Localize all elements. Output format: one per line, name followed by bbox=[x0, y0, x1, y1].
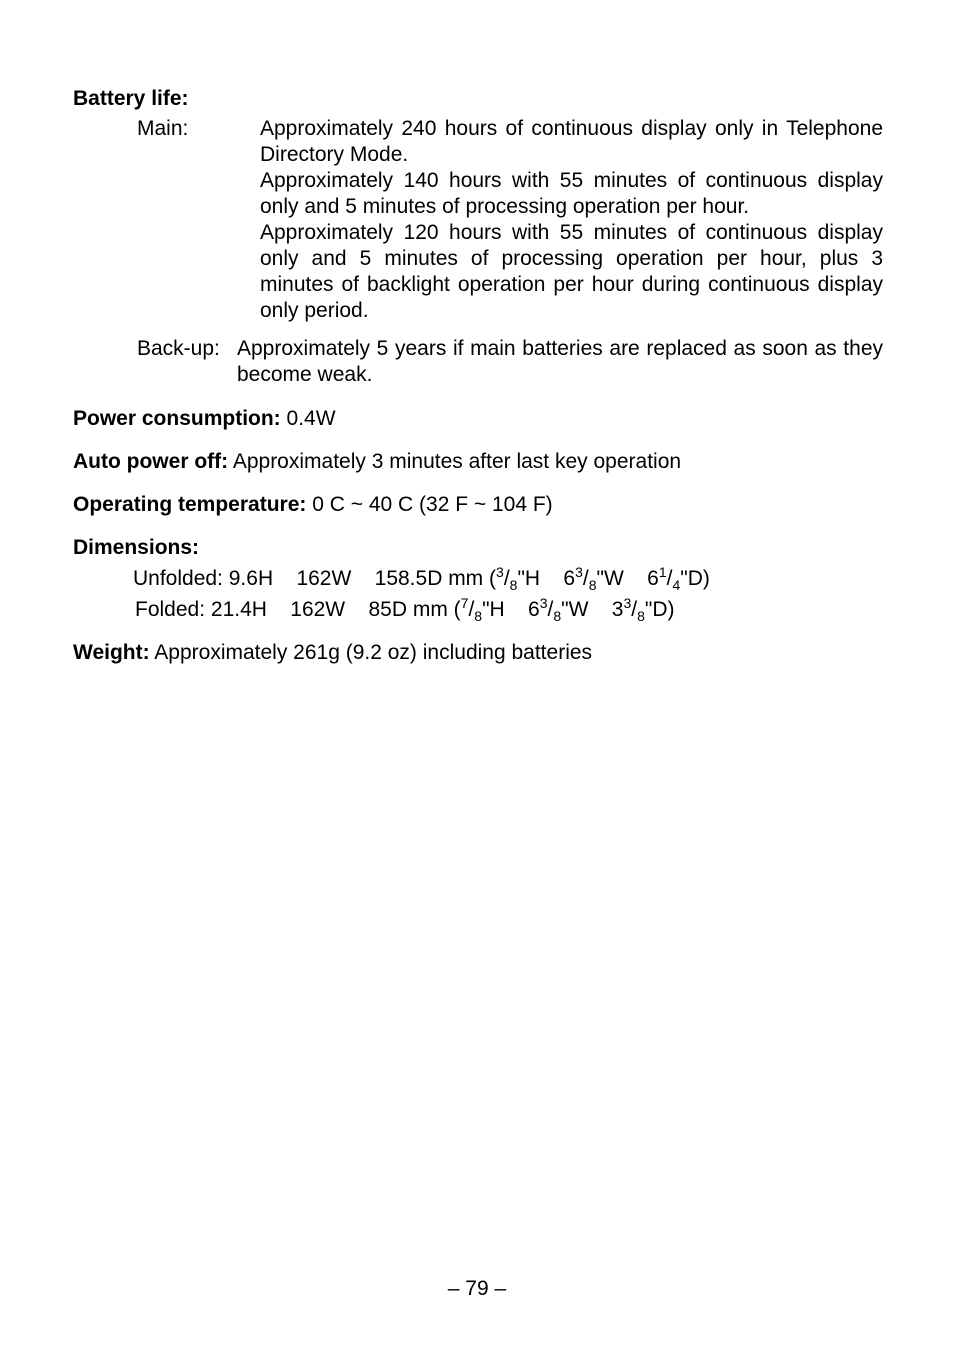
folded-w-suffix: "W 3 bbox=[561, 598, 624, 621]
folded-w-den: 8 bbox=[553, 608, 562, 625]
auto-power-off-row bbox=[73, 449, 883, 475]
battery-backup-row bbox=[137, 336, 883, 388]
battery-main-text bbox=[260, 116, 883, 324]
folded-w-num: 3 bbox=[539, 595, 548, 611]
unfolded-h-suffix: "H 6 bbox=[517, 567, 576, 590]
battery-life-heading: Battery life: bbox=[73, 87, 189, 110]
auto-power-off-label: Auto power off: bbox=[73, 450, 229, 473]
unfolded-metric: 9.6H 162W 158.5D mm ( bbox=[228, 567, 497, 590]
unfolded-w-suffix: "W 6 bbox=[596, 567, 659, 590]
folded-d-suffix: "D) bbox=[644, 598, 675, 621]
auto-power-off-value: Approximately 3 minutes after last key operation bbox=[232, 450, 682, 473]
operating-temperature-row bbox=[73, 492, 883, 518]
folded-label: Folded: bbox=[135, 598, 206, 621]
unfolded-h-num: 3 bbox=[496, 564, 504, 580]
weight-label: Weight: bbox=[73, 641, 150, 664]
weight-value: Approximately 261g (9.2 oz) including batteries bbox=[154, 641, 593, 664]
unfolded-label: Unfolded: bbox=[133, 567, 223, 590]
folded-metric: 21.4H 162W 85D mm ( bbox=[210, 598, 461, 621]
battery-main-line-1: Approximately 240 hours of continuous display only in Telephone Directory Mode. bbox=[260, 117, 883, 166]
battery-main-line-2: Approximately 140 hours with 55 minutes of continuous display only and 5 minutes of processing operation per hour. bbox=[260, 169, 883, 218]
unfolded-w-num: 3 bbox=[575, 564, 583, 580]
weight-row bbox=[73, 640, 883, 666]
page-number: – 79 – bbox=[447, 1277, 507, 1300]
folded-h-suffix: "H 6 bbox=[482, 598, 540, 621]
battery-main-label: Main: bbox=[137, 117, 189, 140]
operating-temperature-label: Operating temperature: bbox=[73, 493, 307, 516]
folded-h-den: 8 bbox=[474, 608, 483, 625]
unfolded-d-suffix: "D) bbox=[680, 567, 710, 590]
power-consumption-label: Power consumption: bbox=[73, 407, 281, 430]
folded-h-num: 7 bbox=[460, 595, 469, 611]
dimensions-heading: Dimensions: bbox=[73, 536, 200, 559]
dimensions-folded: Folded: 21.4H 162W 85D mm ($^7/_8"H$ $6^3/_8"W$ $3^3/_8"D$) bbox=[135, 595, 675, 625]
battery-backup-label: Back-up: bbox=[137, 337, 220, 360]
dimensions-unfolded: Unfolded: 9.6H 162W 158.5D mm ($^3/_8"H$ $6^3/_8"W$ $6^1/_4"D$) bbox=[133, 564, 710, 594]
battery-backup-text: Approximately 5 years if main batteries are replaced as soon as they become weak. bbox=[237, 337, 883, 386]
unfolded-d-num: 1 bbox=[658, 564, 667, 580]
unfolded-w-den: 8 bbox=[588, 577, 597, 594]
battery-main-row bbox=[137, 116, 883, 324]
operating-temperature-value: 0 C ~ 40 C (32 F ~ 104 F) bbox=[312, 493, 553, 516]
battery-main-line-3: Approximately 120 hours with 55 minutes of continuous display only and 5 minutes of processing operation per hour, plus 3 minutes of backlight operation per hour during continuous display only period. bbox=[260, 221, 883, 322]
spec-page bbox=[73, 86, 883, 666]
unfolded-d-den: 4 bbox=[672, 577, 681, 594]
power-consumption-value: 0.4W bbox=[286, 407, 336, 430]
power-consumption-row bbox=[73, 406, 883, 432]
unfolded-h-den: 8 bbox=[509, 577, 518, 594]
folded-d-den: 8 bbox=[637, 608, 645, 625]
folded-d-num: 3 bbox=[623, 595, 632, 611]
